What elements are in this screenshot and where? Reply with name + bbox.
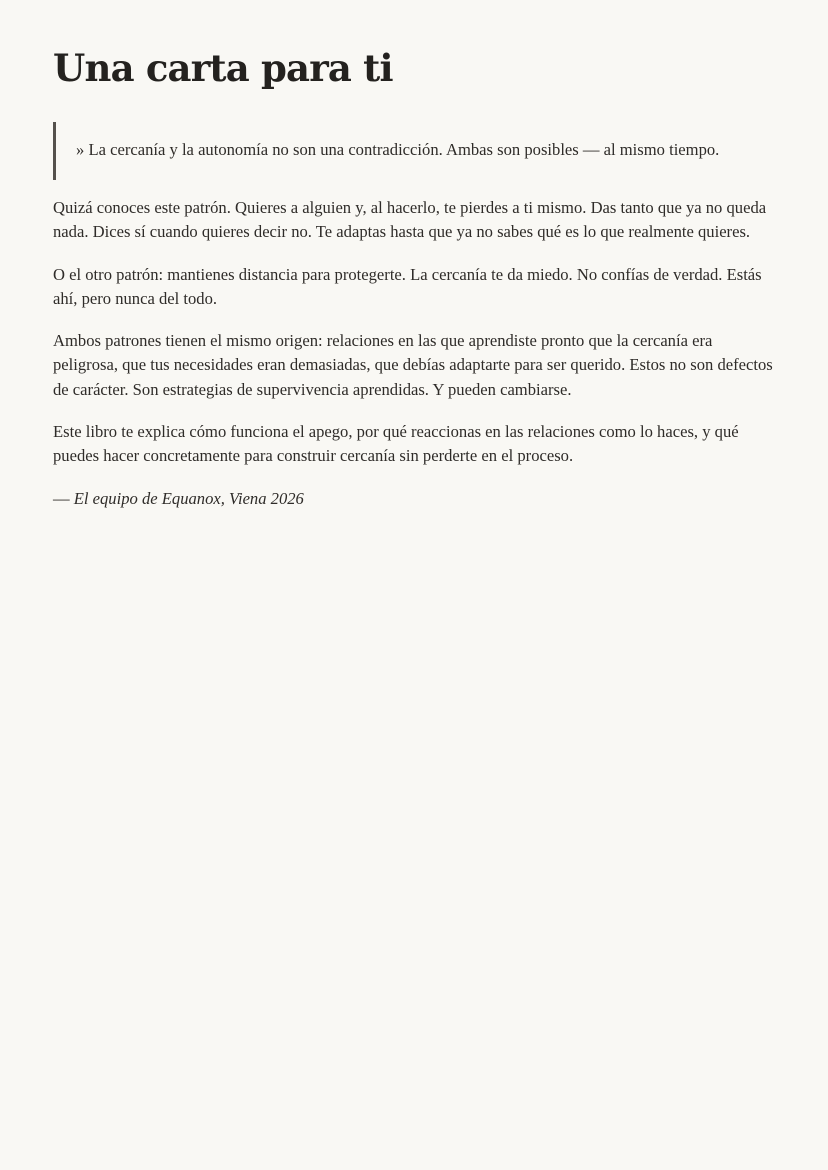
page-title: Una carta para ti <box>53 46 393 90</box>
pull-quote: » La cercanía y la autonomía no son una contradicción. Ambas son posibles — al mismo tiempo. <box>53 122 775 180</box>
paragraph-1: Quizá conoces este patrón. Quieres a alguien y, al hacerlo, te pierdes a ti mismo. Das tanto que ya no queda nada. Dices sí cuando quieres decir no. Te adaptas hasta que ya no sabes qué es lo que realmente quieres. <box>53 198 767 242</box>
paragraph-3: Ambos patrones tienen el mismo origen: relaciones en las que aprendiste pronto que la cercanía era peligrosa, que tus necesidades eran demasiadas, que debías adaptarte para ser querido. Estos no son defectos de carácter. Son estrategias de supervivencia aprendidas. Y pueden cambiarse. <box>53 331 773 399</box>
signature <box>53 487 775 511</box>
paragraph-4: Este libro te explica cómo funciona el apego, por qué reaccionas en las relaciones como lo haces, y qué puedes hacer concretamente para construir cercanía sin perderte en el proceso. <box>53 422 739 466</box>
signature-text: El equipo de Equanox, Viena 2026 <box>73 488 304 508</box>
letter-body <box>53 196 775 511</box>
signature-dash: — <box>53 488 70 508</box>
paragraph-2: O el otro patrón: mantienes distancia para protegerte. La cercanía te da miedo. No confías de verdad. Estás ahí, pero nunca del todo. <box>53 264 762 308</box>
